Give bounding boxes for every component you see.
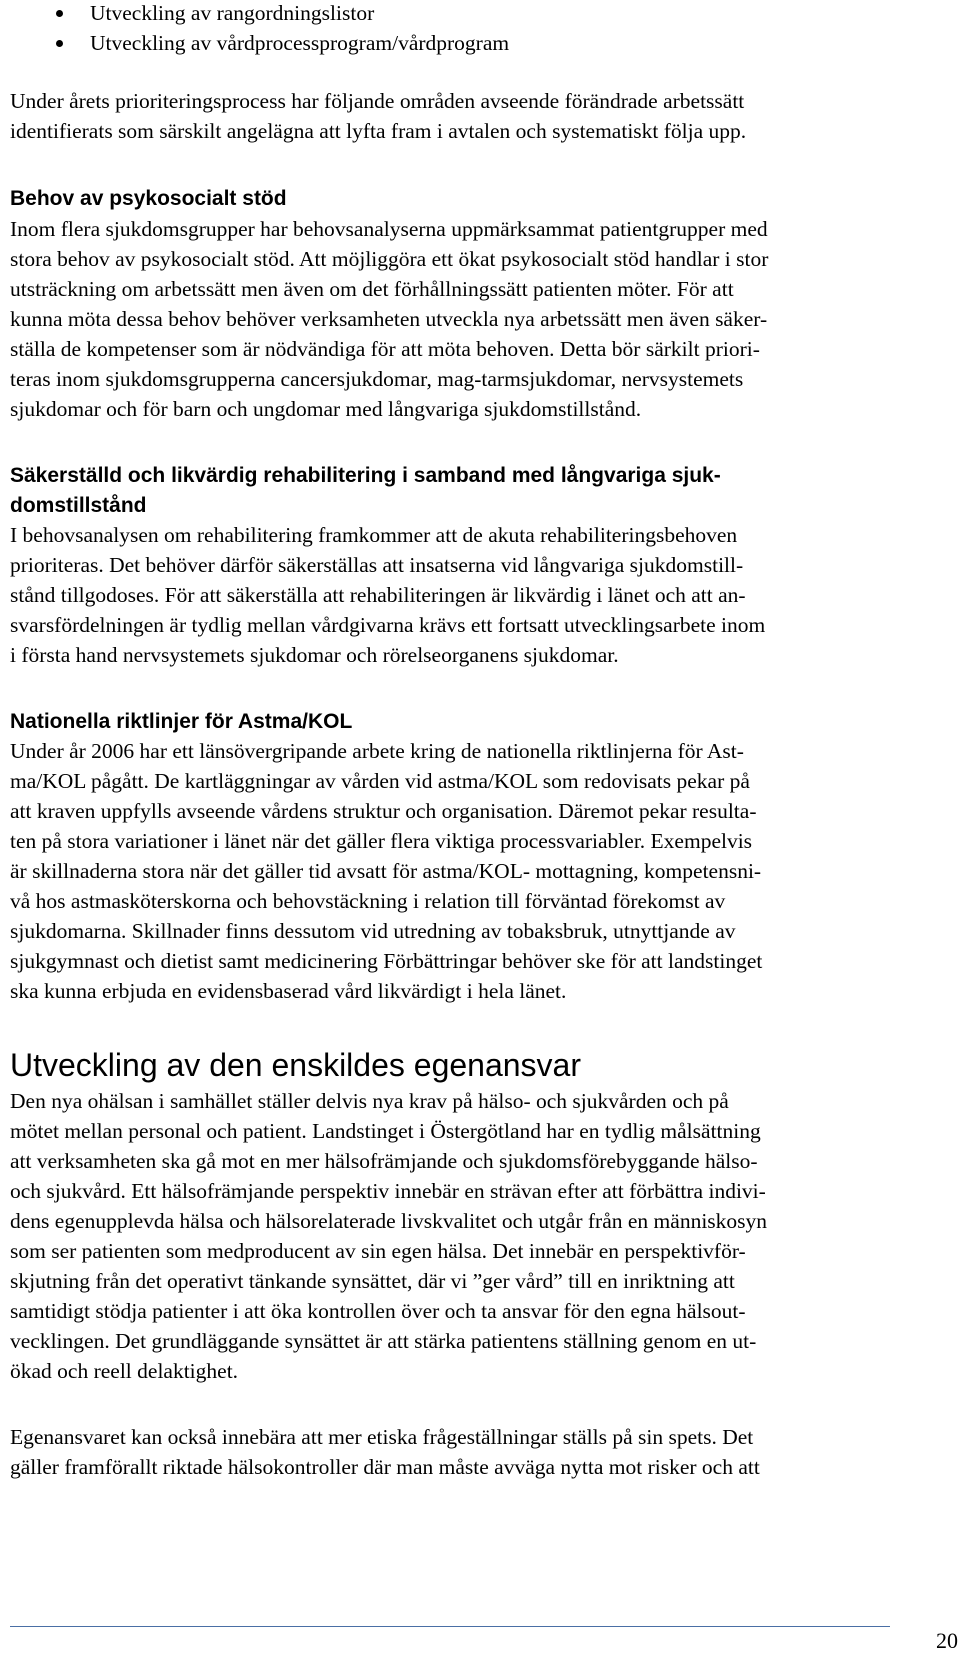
paragraph-line: svarsfördelningen är tydlig mellan vårdgivarna krävs ett fortsatt utvecklingsarbete inom: [10, 613, 766, 637]
paragraph-line: sjukgymnast och dietist samt medicinering Förbättringar behöver ske för att landstinget: [10, 949, 763, 973]
section-heading-self-responsibility: Utveckling av den enskildes egenansvar: [10, 1047, 581, 1083]
paragraph-line: i första hand nervsystemets sjukdomar och rörelseorganens sjukdomar.: [10, 643, 619, 667]
paragraph-line: ökad och reell delaktighet.: [10, 1359, 239, 1383]
section-heading-psychosocial: Behov av psykosocialt stöd: [10, 187, 287, 210]
paragraph-line: sjukdomar och för barn och ungdomar med långvariga sjukdomstillstånd.: [10, 397, 642, 421]
paragraph-line: dens egenupplevda hälsa och hälsorelaterade livskvalitet och utgår från en människosyn: [10, 1209, 768, 1233]
paragraph-line: och sjukvård. Ett hälsofrämjande perspektiv innebär en strävan efter att förbättra indivi-: [10, 1179, 766, 1203]
paragraph-line: samtidigt stödja patienter i att öka kontrollen över och ta ansvar för den egna hälsout-: [10, 1299, 746, 1323]
paragraph-line: prioriteras. Det behöver därför säkerställas att insatserna vid långvariga sjukdomstill-: [10, 553, 744, 577]
paragraph-line: vå hos astmasköterskorna och behovstäckning i relation till förväntad förekomst av: [10, 889, 726, 913]
bullet-item: Utveckling av vårdprocessprogram/vårdprogram: [90, 31, 510, 55]
paragraph-line: mötet mellan personal och patient. Landstinget i Östergötland har en tydlig målsättning: [10, 1119, 761, 1143]
intro-line: identifierats som särskilt angelägna att lyfta fram i avtalen och systematiskt följa upp.: [10, 119, 747, 143]
footer-rule: [10, 1626, 890, 1627]
paragraph-line: Egenansvaret kan också innebära att mer etiska frågeställningar ställs på sin spets. Det: [10, 1425, 754, 1449]
intro-line: Under årets prioriteringsprocess har följande områden avseende förändrade arbetssätt: [10, 89, 745, 113]
bullet-dot: [56, 40, 63, 47]
paragraph-line: kunna möta dessa behov behöver verksamheten utveckla nya arbetssätt men även säker-: [10, 307, 768, 331]
paragraph-line: Inom flera sjukdomsgrupper har behovsanalyserna uppmärksammat patientgrupper med: [10, 217, 768, 241]
paragraph-line: utsträckning om arbetssätt men även om det förhållningssätt patienten möter. För att: [10, 277, 734, 301]
paragraph-line: gäller framförallt riktade hälsokontroller där man måste avväga nytta mot risker och att: [10, 1455, 760, 1479]
paragraph-line: är skillnaderna stora när det gäller tid avsatt för astma/KOL- mottagning, kompetensni-: [10, 859, 762, 883]
paragraph-line: Under år 2006 har ett länsövergripande arbete kring de nationella riktlinjerna för Ast-: [10, 739, 744, 763]
paragraph-line: I behovsanalysen om rehabilitering framkommer att de akuta rehabiliteringsbehoven: [10, 523, 738, 547]
section-heading-rehabilitation-cont: domstillstånd: [10, 494, 147, 517]
section-heading-rehabilitation: Säkerställd och likvärdig rehabilitering i samband med långvariga sjuk-: [10, 464, 721, 487]
paragraph-line: ska kunna erbjuda en evidensbaserad vård likvärdigt i hela länet.: [10, 979, 567, 1003]
page-number: 20: [936, 1628, 958, 1653]
paragraph-line: stora behov av psykosocialt stöd. Att möjliggöra ett ökat psykosocialt stöd handlar i stor: [10, 247, 769, 271]
paragraph-line: att kraven uppfylls avseende vårdens struktur och organisation. Däremot pekar resulta-: [10, 799, 757, 823]
section-heading-asthma-kol: Nationella riktlinjer för Astma/KOL: [10, 710, 353, 733]
paragraph-line: skjutning från det operativt tänkande synsättet, där vi ”ger vård” till en inriktning att: [10, 1269, 735, 1293]
paragraph-line: sjukdomarna. Skillnader finns dessutom vid utredning av tobaksbruk, utnyttjande av: [10, 919, 736, 943]
paragraph-line: ställa de kompetenser som är nödvändiga för att möta behoven. Detta bör särkilt priori-: [10, 337, 760, 361]
paragraph-line: Den nya ohälsan i samhället ställer delvis nya krav på hälso- och sjukvården och på: [10, 1089, 729, 1113]
paragraph-line: ma/KOL pågått. De kartläggningar av vården vid astma/KOL som redovisats pekar på: [10, 769, 750, 793]
paragraph-line: ten på stora variationer i länet när det gäller flera viktiga processvariabler. Exempelvis: [10, 829, 753, 853]
paragraph-line: vecklingen. Det grundläggande synsättet är att stärka patientens ställning genom en ut-: [10, 1329, 757, 1353]
paragraph-line: att verksamheten ska gå mot en mer hälsofrämjande och sjukdomsförebyggande hälso-: [10, 1149, 758, 1173]
bullet-dot: [56, 10, 63, 17]
bullet-item: Utveckling av rangordningslistor: [90, 1, 375, 25]
paragraph-line: stånd tillgodoses. För att säkerställa att rehabiliteringen är likvärdig i länet och att an-: [10, 583, 746, 607]
paragraph-line: som ser patienten som medproducent av sin egen hälsa. Det innebär en perspektivför-: [10, 1239, 746, 1263]
paragraph-line: teras inom sjukdomsgrupperna cancersjukdomar, mag-tarmsjukdomar, nervsystemets: [10, 367, 744, 391]
